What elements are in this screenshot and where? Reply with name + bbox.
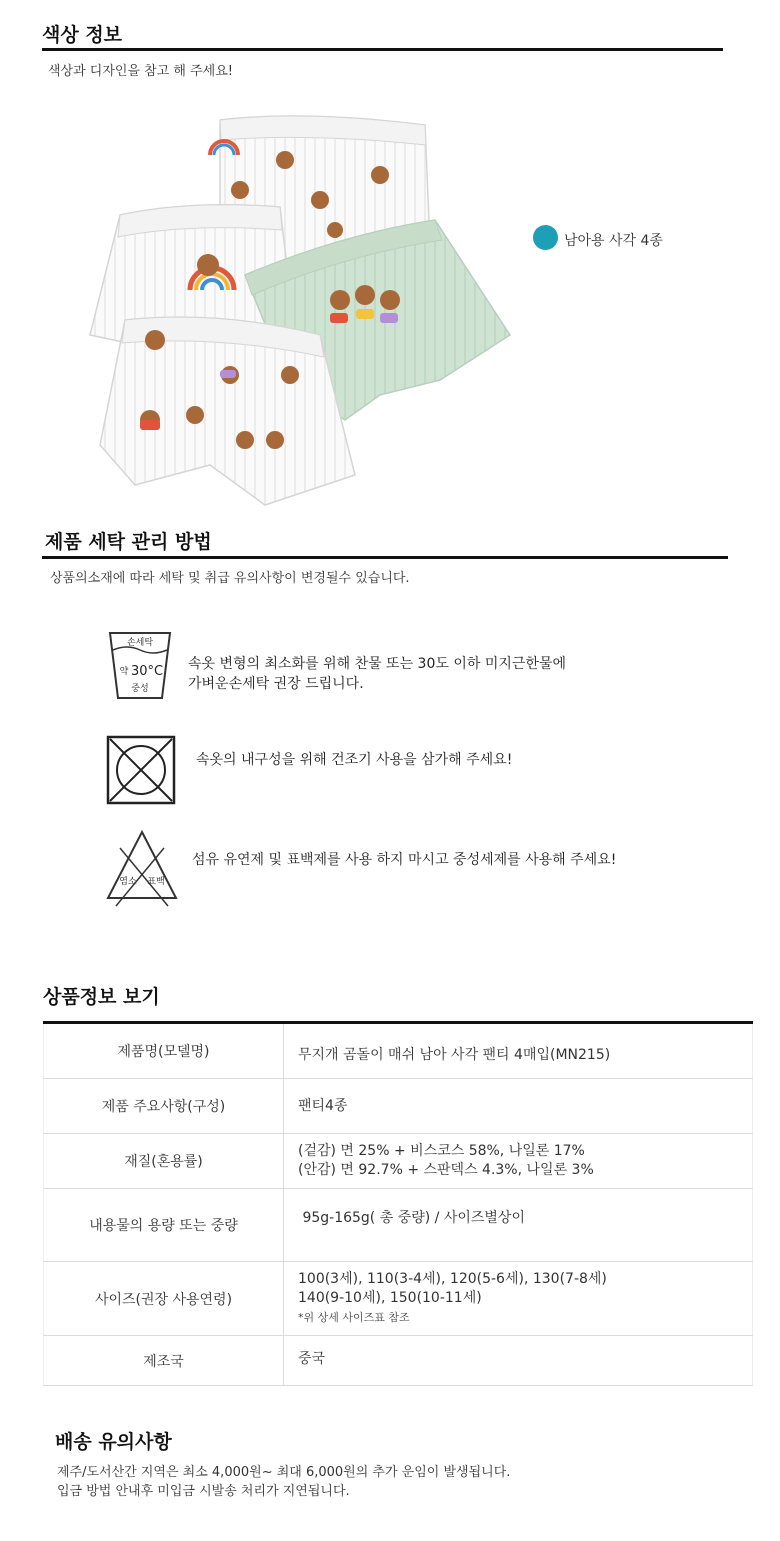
color-swatch-teal [533,225,558,250]
table-row [44,1134,753,1189]
shipping-note-line: 제주/도서산간 지역은 최소 4,000원~ 최대 6,000원의 추가 운임이 발생됩니다. [57,1465,511,1480]
no-bleach-icon [106,828,178,908]
care-item-no-dryer: 속옷의 내구성을 위해 건조기 사용을 삼가해 주세요! [196,752,513,768]
info-key: 제품명(모델명) [44,1023,284,1079]
product-photo [80,95,520,515]
no-tumble-dry-icon [106,735,176,805]
care-section-subtitle: 상품의소재에 따라 세탁 및 취급 유의사항이 변경될수 있습니다. [50,571,410,586]
info-section-title: 상품정보 보기 [43,986,160,1008]
info-value: 100(3세), 110(3-4세), 120(5-6세), 130(7-8세) 140(9-10세), 150(10-11세) *위 상세 사이즈표 참조 [284,1262,753,1336]
info-key: 내용물의 용량 또는 중량 [44,1189,284,1262]
info-key: 제품 주요사항(구성) [44,1079,284,1134]
color-section-subtitle: 색상과 디자인을 참고 해 주세요! [48,64,233,79]
info-key: 재질(혼용률) [44,1134,284,1189]
info-value: 무지개 곰돌이 매쉬 남아 사각 팬티 4매입(MN215) [284,1023,753,1079]
hand-wash-top-text: 손세탁 [126,638,154,648]
shipping-section-title: 배송 유의사항 [55,1431,172,1453]
care-section-rule [42,556,728,559]
table-row [44,1336,753,1386]
bleach-left-text: 염소 [119,877,137,887]
info-key: 제조국 [44,1336,284,1386]
info-key: 사이즈(권장 사용연령) [44,1262,284,1336]
table-row [44,1262,753,1336]
hand-wash-bottom-text: 중성 [131,684,149,694]
care-item-hand-wash [188,654,566,694]
info-value: 중국 [284,1336,753,1386]
hand-wash-icon [107,630,173,702]
table-row [44,1079,753,1134]
bleach-right-text: 표백 [147,877,165,887]
table-row [44,1023,753,1079]
product-info-table [43,1021,753,1386]
color-section-title: 색상 정보 [42,24,123,46]
hand-wash-left-text: 약 [119,667,129,677]
info-value: 95g-165g( 총 중량) / 사이즈별상이 [284,1189,753,1262]
hand-wash-temp-text: 30°C [130,664,164,679]
care-item-no-bleach: 섬유 유연제 및 표백제를 사용 하지 마시고 중성세제를 사용해 주세요! [192,852,617,868]
info-value: (겉감) 면 25% + 비스코스 58%, 나일론 17% (안감) 면 92.7% + 스판덱스 4.3%, 나일론 3% [284,1134,753,1189]
care-item-hand-wash-line2: 가벼운손세탁 권장 드립니다. [188,676,364,692]
size-chart-note: *위 상세 사이즈표 참조 [298,1311,410,1324]
color-swatch-label: 남아용 사각 4종 [564,233,663,249]
table-row [44,1189,753,1262]
shipping-notes [57,1463,510,1501]
care-item-hand-wash-line1: 속옷 변형의 최소화를 위해 찬물 또는 30도 이하 미지근한물에 [188,656,566,672]
info-value: 팬티4종 [284,1079,753,1134]
care-section-title: 제품 세탁 관리 방법 [45,531,212,553]
color-section-rule [42,48,723,51]
shipping-note-line: 입금 방법 안내후 미입금 시발송 처리가 지연됩니다. [57,1484,350,1499]
